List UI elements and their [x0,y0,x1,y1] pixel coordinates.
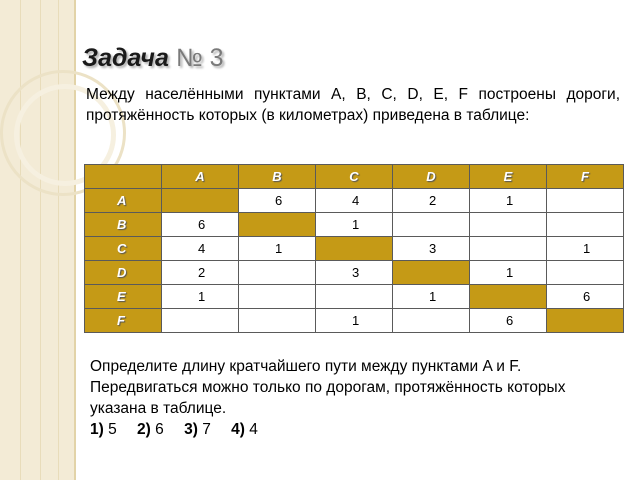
distance-cell: 1 [547,237,624,261]
distance-cell: 1 [470,261,547,285]
column-header: B [239,165,316,189]
distance-cell: 1 [470,189,547,213]
diagonal-cell [547,309,624,333]
distance-cell [547,261,624,285]
column-header: E [470,165,547,189]
distance-cell: 2 [393,189,470,213]
distance-cell: 4 [316,189,393,213]
band-stripe [20,0,21,480]
table-row [85,285,624,309]
row-header: D [85,261,162,285]
distance-cell: 1 [316,213,393,237]
distance-cell [470,213,547,237]
distance-cell: 4 [162,237,239,261]
diagonal-cell [162,189,239,213]
answer-option-3: 3) 7 [184,421,211,438]
distance-cell: 1 [239,237,316,261]
distance-cell: 6 [547,285,624,309]
distance-cell [239,285,316,309]
table-header-row [85,165,624,189]
diagonal-cell [239,213,316,237]
row-header: B [85,213,162,237]
distance-cell: 1 [162,285,239,309]
distance-cell: 3 [316,261,393,285]
distance-cell [547,189,624,213]
distance-cell: 3 [393,237,470,261]
slide-title [82,44,223,73]
distance-cell: 1 [316,309,393,333]
row-header: A [85,189,162,213]
table-row [85,309,624,333]
distance-cell [547,213,624,237]
column-header: C [316,165,393,189]
table-row [85,261,624,285]
title-task-number: № 3 [175,44,224,72]
distance-cell [316,285,393,309]
distance-table [84,164,624,333]
distance-cell: 6 [470,309,547,333]
row-header: E [85,285,162,309]
distance-cell: 6 [239,189,316,213]
distance-cell [393,213,470,237]
table-row [85,237,624,261]
distance-cell [162,309,239,333]
answer-options [90,421,274,439]
table-row [85,189,624,213]
answer-option-4: 4) 4 [231,421,258,438]
distance-cell [393,309,470,333]
question-text: Определите длину кратчайшего пути между пунктами A и F. Передвигаться можно только по дорогам, протяжённость которых указана в таблице. [90,358,566,417]
distance-cell: 1 [393,285,470,309]
distance-cell: 6 [162,213,239,237]
row-header: F [85,309,162,333]
answer-option-1: 1) 5 [90,421,117,438]
table-corner-cell [85,165,162,189]
column-header: F [547,165,624,189]
diagonal-cell [470,285,547,309]
distance-cell [239,261,316,285]
distance-cell: 2 [162,261,239,285]
band-stripe [40,0,41,480]
intro-text: Между населёнными пунктами A, B, C, D, E, F построены дороги, протяжённость которых (в километрах) приведена в таблице: [86,86,620,124]
diagonal-cell [316,237,393,261]
distance-cell [239,309,316,333]
diagonal-cell [393,261,470,285]
table-row [85,213,624,237]
title-task-label: Задача [82,44,169,72]
column-header: D [393,165,470,189]
column-header: A [162,165,239,189]
answer-option-2: 2) 6 [137,421,164,438]
distance-cell [470,237,547,261]
row-header: C [85,237,162,261]
